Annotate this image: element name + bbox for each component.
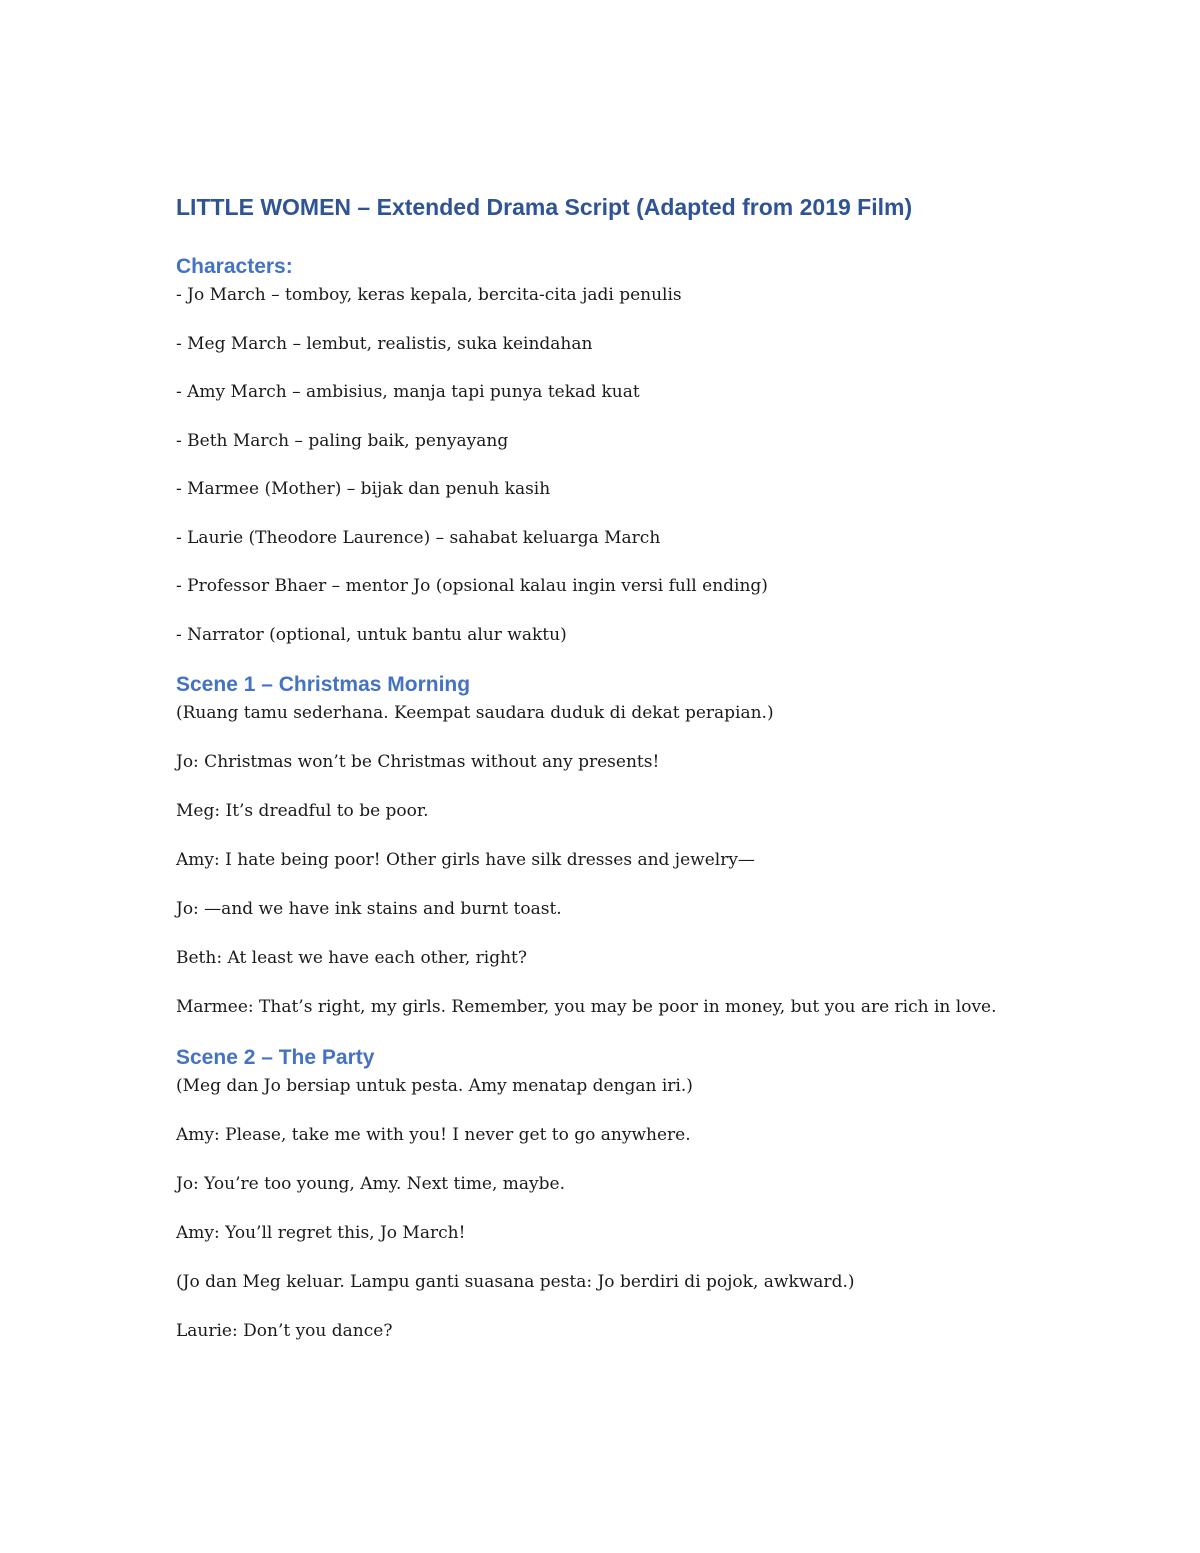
character-item: - Amy March – ambisius, manja tapi punya tekad kuat	[176, 382, 640, 402]
dialogue-line: Jo: —and we have ink stains and burnt toast.	[176, 899, 562, 919]
dialogue-line: Jo: Christmas won’t be Christmas without any presents!	[176, 752, 660, 772]
dialogue-line: Amy: You’ll regret this, Jo March!	[176, 1223, 466, 1243]
character-item: - Professor Bhaer – mentor Jo (opsional kalau ingin versi full ending)	[176, 576, 768, 596]
characters-section	[176, 252, 1016, 648]
dialogue-line: Amy: Please, take me with you! I never get to go anywhere.	[176, 1125, 691, 1145]
stage-direction: (Ruang tamu sederhana. Keempat saudara duduk di dekat perapian.)	[176, 703, 774, 723]
scene-2-section	[176, 1043, 1016, 1344]
characters-heading: Characters:	[176, 255, 293, 278]
document-body	[176, 190, 1016, 1367]
dialogue-line: Jo: You’re too young, Amy. Next time, maybe.	[176, 1174, 566, 1194]
stage-direction: (Jo dan Meg keluar. Lampu ganti suasana pesta: Jo berdiri di pojok, awkward.)	[176, 1272, 855, 1292]
dialogue-line: Marmee: That’s right, my girls. Remember, you may be poor in money, but you are rich in love.	[176, 997, 997, 1017]
character-item: - Beth March – paling baik, penyayang	[176, 430, 509, 451]
scene-2-heading: Scene 2 – The Party	[176, 1046, 375, 1069]
character-item: - Meg March – lembut, realistis, suka keindahan	[176, 333, 593, 354]
stage-direction: (Meg dan Jo bersiap untuk pesta. Amy menatap dengan iri.)	[176, 1076, 693, 1096]
character-item: - Marmee (Mother) – bijak dan penuh kasih	[176, 479, 551, 499]
character-item: - Laurie (Theodore Laurence) – sahabat keluarga March	[176, 527, 661, 548]
scene-1-heading: Scene 1 – Christmas Morning	[176, 673, 471, 696]
document-title: LITTLE WOMEN – Extended Drama Script (Adapted from 2019 Film)	[176, 194, 913, 220]
scene-1-section	[176, 670, 1016, 1020]
character-item: - Jo March – tomboy, keras kepala, bercita-cita jadi penulis	[176, 285, 682, 305]
dialogue-line: Laurie: Don’t you dance?	[176, 1321, 393, 1341]
character-item: - Narrator (optional, untuk bantu alur waktu)	[176, 624, 567, 645]
dialogue-line: Meg: It’s dreadful to be poor.	[176, 801, 429, 821]
dialogue-line: Beth: At least we have each other, right?	[176, 948, 527, 968]
dialogue-line: Amy: I hate being poor! Other girls have silk dresses and jewelry—	[176, 850, 755, 870]
